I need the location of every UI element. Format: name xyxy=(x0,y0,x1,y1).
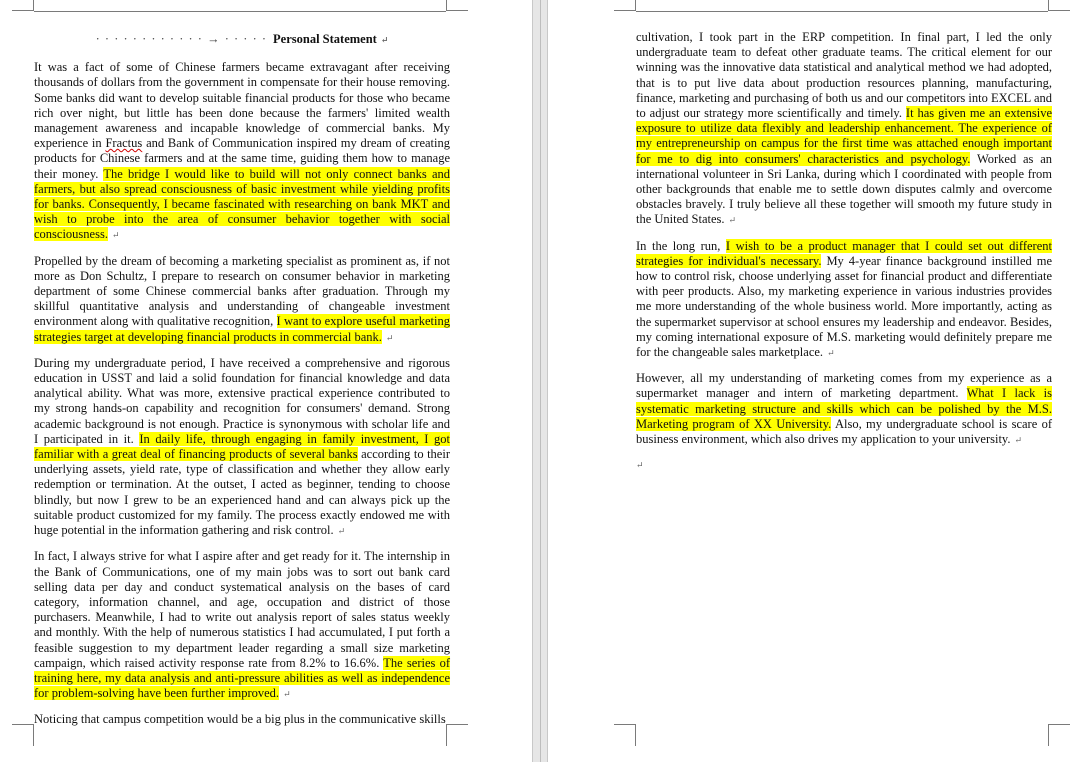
paragraph-text: Also, my undergraduate school is scare of business environment, which also drives my application to your university. xyxy=(636,416,1052,447)
page-corner-bottom-left xyxy=(12,724,34,746)
page-gutter xyxy=(532,0,548,762)
paragraph-4[interactable] xyxy=(34,549,450,702)
paragraph-3[interactable] xyxy=(34,356,450,539)
paragraph-mark: ↵ xyxy=(827,348,835,359)
paragraph-mark: ↵ xyxy=(283,689,291,700)
misspelled-word[interactable]: Fractus xyxy=(105,136,143,151)
paragraph-text: My 4-year finance background instilled me how to control risk, choose underlying asset for financial product and differentiate with peer products. Also, my marketing experience in various industries provides me more understanding of the whole business world. More importantly, acting as the supermarket supervisor at school ensures my leadership and endeavor. Besides, my coming international exposure of M.S. marketing would definitely prepare me for the changeable sales marketplace. xyxy=(636,253,1053,360)
paragraph-8[interactable] xyxy=(636,371,1052,448)
highlighted-text: The series of training here, my data analysis and anti-pressure abilities as well as independence for problem-solving have been further improved. xyxy=(34,655,450,701)
page-corner-top-right xyxy=(446,0,468,11)
paragraph-text: However, all my understanding of marketing comes from my experience as a supermarket manager and intern of marketing department. xyxy=(636,371,1052,401)
paragraph-text: During my undergraduate period, I have received a comprehensive and rigorous education in USST and laid a solid foundation for financial knowledge and data analytical ability. What was more, extensive practical experience contributed to my strong hands-on capability and recognition for consumers' demand. Strong academic background is not enough. Practice is synonymous with scholar life and I participated in it. xyxy=(34,355,450,446)
paragraph-7[interactable] xyxy=(636,239,1052,362)
paragraph-text: Noticing that campus competition would be a big plus in the communicative skills xyxy=(34,712,446,727)
paragraph-text: In fact, I always strive for what I aspire after and get ready for it. The internship in the Bank of Communications, one of my main jobs was to sort out bank card selling data per day and conduct systematical analysis on the bases of card category, information channel, and age, occupation and district of those purchasers. Meanwhile, I had to write out analysis report of sales status weekly and monthly. With the help of numerous statistics I had accumulated, I put forth a feasible suggestion to my department leader regarding a small size marketing campaign, which raised activity response rate from 8.2% to 16.6%. xyxy=(34,549,450,670)
page-corner-bottom-right xyxy=(1048,724,1070,746)
highlighted-text: It has given me an extensive exposure to utilize data flexibly and leadership enhancement. The experience of my entrepreneurship on campus for the first time was attached enough important for me to dig into consumers' characteristics and psychology. xyxy=(636,106,1052,166)
paragraph-text: according to their underlying assets, yield rate, type of classification and whether they allow early redemption or termination. At the outset, I acted as beginner, tending to choose blindly, but now I grew to be an experienced hand and can always pick up the suitable product customized for my family. The process exactly endowed me with huge potential in the information gathering and risk control. xyxy=(34,447,450,538)
paragraph-6[interactable] xyxy=(636,30,1052,229)
page-1-body[interactable] xyxy=(34,32,450,738)
page-corner-top-left xyxy=(12,0,34,11)
paragraph-text: Worked as an international volunteer in Sri Lanka, during which I coordinated with people from other backgrounds that enable me to settle down disputes calmly and overcome obstacles bravely. I truly believe all these together will smooth my future study in the United States. xyxy=(636,151,1052,227)
paragraph-mark: ↵ xyxy=(380,35,389,45)
gutter-divider xyxy=(540,0,541,762)
page-corner-top-left xyxy=(614,0,636,11)
page-2-body[interactable] xyxy=(636,30,1052,473)
highlighted-text: What I lack is systematic marketing structure and skills which can be polished by the M.S. Marketing program of XX University. xyxy=(636,386,1052,431)
document-title-line xyxy=(34,32,450,48)
paragraph-text: It was a fact of some of Chinese farmers became extravagant after receiving thousands of dollars from the government in compensate for their house removing. Some banks did want to develop suitable financial products for those who became rich over night, but little has been done because the farmers' limited wealth management awareness and incapable knowledge of commercial banks. My experience in xyxy=(34,60,450,151)
highlighted-text: I want to explore useful marketing strategies target at developing financial products in commercial bank. xyxy=(34,314,450,344)
page-margin-line-top xyxy=(34,11,446,12)
page-margin-line-top xyxy=(636,11,1048,12)
paragraph-mark: ↵ xyxy=(337,526,346,537)
paragraph-mark: ↵ xyxy=(385,332,394,343)
empty-paragraph-mark: ↵ xyxy=(636,460,644,471)
paragraph-mark: ↵ xyxy=(1014,435,1023,446)
highlighted-text: In daily life, through engaging in family investment, I got familiar with a great deal of financing products of several banks xyxy=(34,431,451,462)
document-page-2[interactable] xyxy=(548,0,1080,762)
paragraph-mark: ↵ xyxy=(111,230,120,241)
tab-leader-marks: · · · · · · · · · · · · → · · · · · xyxy=(95,32,268,46)
document-title: Personal Statement xyxy=(273,32,377,46)
page-corner-top-right xyxy=(1048,0,1070,11)
paragraph-mark: ↵ xyxy=(728,215,737,226)
paragraph-text: In the long run, xyxy=(636,238,726,253)
paragraph-5[interactable] xyxy=(34,712,450,727)
paragraph-1[interactable] xyxy=(34,60,450,243)
highlighted-text: The bridge I would like to build will not only connect banks and farmers, but also spread consciousness of basic investment while yielding profits for banks. Consequently, I became fascinated with researching on bank MKT and wish to probe into the area of consumer behavior together with social consciousness. xyxy=(34,166,451,242)
page-corner-bottom-left xyxy=(614,724,636,746)
paragraph-2[interactable] xyxy=(34,254,450,346)
paragraph-text: Propelled by the dream of becoming a marketing specialist as prominent as, if not more as Don Schultz, I prepare to research on consumer behavior in marketing department of some Chinese commercial banks after graduation. Through my skillful quantitative analysis and understanding of changeable investment environment along with qualitative recognition, xyxy=(34,253,450,329)
paragraph-text: and Bank of Communication inspired my dream of creating products for Chinese farmers and at the same time, guiding them how to manage their money. xyxy=(34,136,450,181)
paragraph-text: cultivation, I took part in the ERP competition. In final part, I led the only undergraduate team to defeat other graduate teams. The critical element for our winning was the innovative data statistical and analytical method we had adopted, that is to put live data about production resources planning, manufacturing, finance, marketing and purchasing of both us and our competitors into EXCEL and to adjust our strategy more scientifically and timely. xyxy=(636,30,1052,121)
document-page-1[interactable] xyxy=(0,0,532,762)
highlighted-text: I wish to be a product manager that I could set out different strategies for individual's necessary. xyxy=(636,238,1052,268)
